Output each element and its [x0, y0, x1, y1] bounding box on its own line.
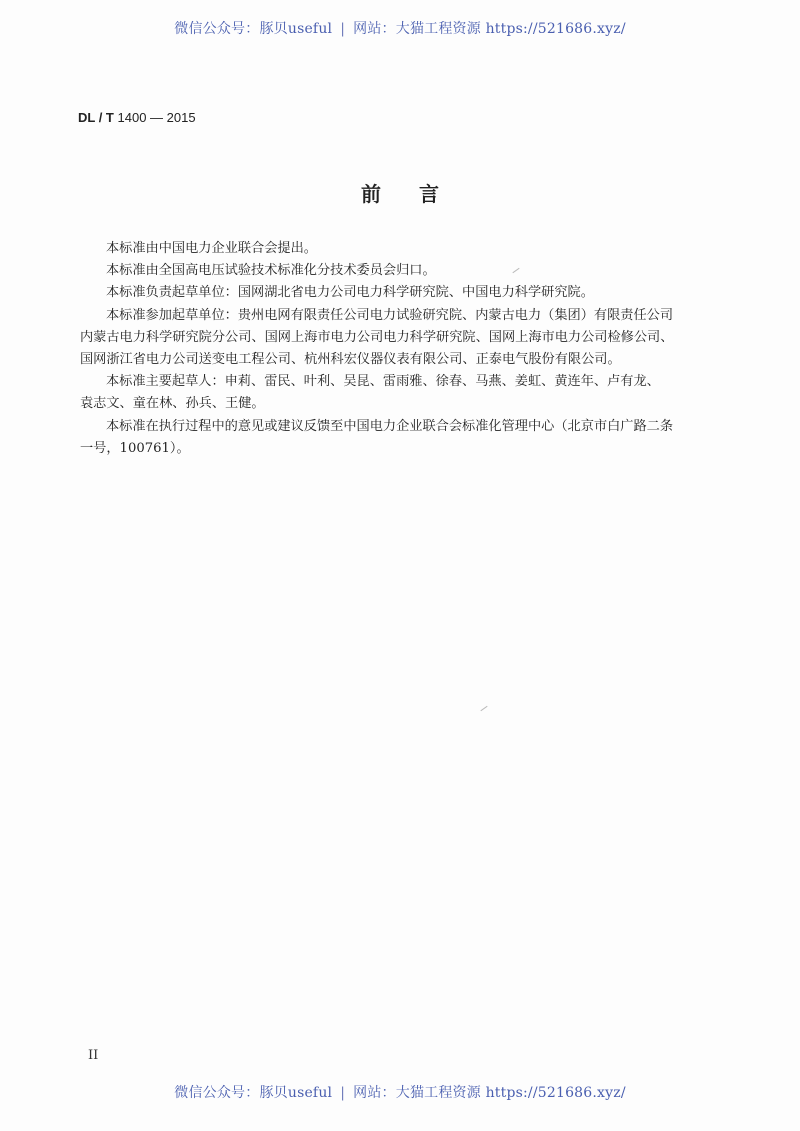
paragraph-main-drafters: 本标准主要起草人：申莉、雷民、叶利、吴昆、雷雨雅、徐春、马燕、姜虹、黄连年、卢有龙、	[106, 374, 660, 390]
watermark-bottom	[0, 1082, 800, 1102]
page-title: 前言	[361, 182, 477, 206]
paragraph-participating-drafters-cont-2: 国网浙江省电力公司送变电工程公司、杭州科宏仪器仪表有限公司、正泰电气股份有限公司。	[80, 352, 621, 368]
paragraph-participating-drafters: 本标准参加起草单位：贵州电网有限责任公司电力试验研究院、内蒙古电力（集团）有限责任公司	[106, 307, 674, 323]
paragraph-proposer: 本标准由中国电力企业联合会提出。	[106, 241, 317, 256]
paragraph-participating-drafters-cont-1: 内蒙古电力科学研究院分公司、国网上海市电力公司电力科学研究院、国网上海市电力公司检修公司、	[80, 329, 674, 345]
paragraph-main-drafters-cont: 袁志文、童在林、孙兵、王健。	[80, 396, 265, 412]
watermark-separator: |	[340, 1085, 346, 1101]
watermark-top	[0, 18, 800, 38]
document-code-number: 1400 — 2015	[117, 110, 196, 125]
paragraph-lead-drafters: 本标准负责起草单位：国网湖北省电力公司电力科学研究院、中国电力科学研究院。	[106, 285, 594, 301]
scan-speck	[480, 706, 487, 711]
page-number: II	[88, 1048, 99, 1063]
watermark-site-link[interactable]: 网站：大猫工程资源 https://521686.xyz/	[353, 21, 626, 37]
watermark-wechat: 微信公众号：豚贝useful	[174, 1085, 333, 1101]
paragraph-feedback-cont: 一号，100761）。	[80, 440, 190, 456]
paragraph-centralized: 本标准由全国高电压试验技术标准化分技术委员会归口。	[106, 263, 436, 279]
document-code	[78, 110, 196, 125]
watermark-separator: |	[340, 21, 346, 37]
document-code-prefix: DL / T	[78, 110, 114, 125]
watermark-wechat: 微信公众号：豚贝useful	[174, 21, 333, 37]
paragraph-feedback: 本标准在执行过程中的意见或建议反馈至中国电力企业联合会标准化管理中心（北京市白广路二条	[106, 418, 674, 434]
watermark-site-link[interactable]: 网站：大猫工程资源 https://521686.xyz/	[353, 1085, 626, 1101]
foreword-body	[80, 238, 720, 460]
